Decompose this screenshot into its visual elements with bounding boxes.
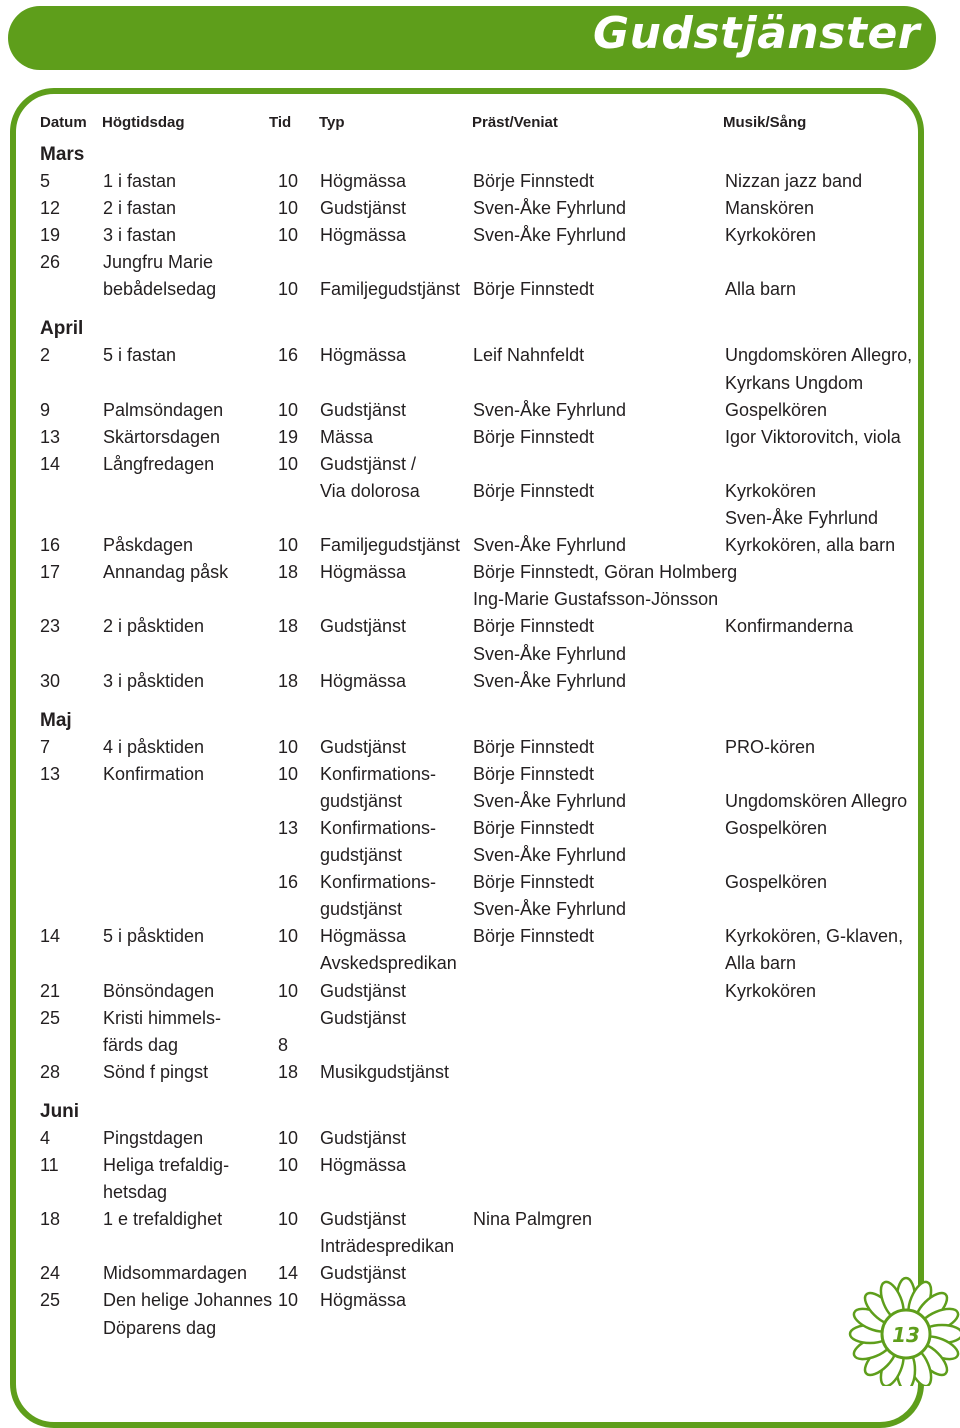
date-cell: 17 [40, 562, 61, 583]
type-cell: Avskedspredikan [320, 953, 457, 974]
priest-cell: Börje Finnstedt [473, 817, 595, 838]
daisy-flower-icon [838, 1262, 960, 1386]
holiday-cell: Annandag påsk [103, 562, 229, 583]
priest-cell: Sven-Åke Fyhrlund [473, 899, 627, 920]
date-cell: 16 [40, 535, 61, 556]
priest-cell: Nina Palmgren [473, 1209, 593, 1230]
music-cell: Ungdomskören Allegro, [725, 345, 913, 366]
holiday-cell: Bönsöndagen [103, 980, 215, 1001]
table-row [40, 1179, 920, 1206]
music-cell: Kyrkans Ungdom [725, 372, 864, 393]
time-cell: 10 [278, 279, 299, 300]
schedule-table [40, 141, 920, 1342]
time-cell: 10 [278, 763, 299, 784]
time-cell: 10 [278, 453, 299, 474]
time-cell: 16 [278, 872, 299, 893]
priest-cell: Sven-Åke Fyhrlund [473, 845, 627, 866]
music-cell: Manskören [725, 198, 815, 219]
priest-cell: Ing-Marie Gustafsson-Jönsson [473, 589, 719, 610]
date-cell: 14 [40, 453, 61, 474]
table-row [40, 1260, 920, 1287]
holiday-cell: färds dag [103, 1034, 179, 1055]
music-cell: Nizzan jazz band [725, 171, 863, 191]
header-prast: Präst/Veniat [472, 114, 558, 131]
table-row [40, 559, 920, 586]
type-cell: Högmässa [320, 1290, 407, 1311]
table-row [40, 761, 920, 788]
music-cell: PRO-kören [725, 736, 816, 757]
type-cell: Gudstjänst [320, 1127, 407, 1148]
time-cell: 10 [278, 1209, 299, 1230]
table-row [40, 168, 920, 195]
date-cell: 14 [40, 926, 61, 947]
table-row [40, 788, 920, 815]
date-cell: 2 [40, 345, 51, 366]
time-cell: 10 [278, 198, 299, 219]
month-heading: Mars [40, 144, 85, 165]
type-cell: Gudstjänst [320, 616, 407, 637]
table-row [40, 1125, 920, 1152]
table-row [40, 1059, 920, 1086]
holiday-cell: bebådelsedag [103, 279, 217, 300]
table-row [40, 342, 920, 369]
table-row [40, 1233, 920, 1260]
music-cell: Sven-Åke Fyhrlund [725, 508, 879, 529]
date-cell: 24 [40, 1263, 61, 1284]
date-cell: 19 [40, 225, 61, 246]
type-cell: Högmässa [320, 562, 407, 583]
table-row [40, 222, 920, 249]
type-cell: Konfirmations- [320, 763, 437, 784]
priest-cell: Börje Finnstedt [473, 426, 595, 447]
holiday-cell: 2 i påsktiden [103, 616, 205, 637]
time-cell: 18 [278, 670, 299, 691]
music-cell: Igor Viktorovitch, viola [725, 426, 901, 447]
table-row [40, 1206, 920, 1233]
priest-cell: Sven-Åke Fyhrlund [473, 535, 627, 556]
date-cell: 23 [40, 616, 61, 637]
holiday-cell: Heliga trefaldig- [103, 1155, 230, 1175]
time-cell: 10 [278, 980, 299, 1001]
priest-cell: Sven-Åke Fyhrlund [473, 399, 627, 420]
holiday-cell: Midsommardagen [103, 1263, 248, 1284]
type-cell: Högmässa [320, 225, 407, 246]
table-row [40, 1315, 920, 1342]
table-row [40, 1005, 920, 1032]
time-cell: 10 [278, 399, 299, 420]
table-row [40, 397, 920, 424]
month-heading: Juni [40, 1100, 80, 1122]
table-row [40, 532, 920, 559]
header-typ: Typ [319, 114, 345, 131]
type-cell: Högmässa [320, 926, 407, 947]
date-cell: 25 [40, 1290, 61, 1311]
music-cell: Alla barn [725, 279, 797, 300]
time-cell: 16 [278, 345, 299, 366]
holiday-cell: Palmsöndagen [103, 399, 224, 420]
date-cell: 18 [40, 1209, 61, 1230]
music-cell: Kyrkokören, G-klaven, [725, 926, 904, 947]
month-heading: April [40, 318, 84, 340]
priest-cell: Börje Finnstedt [473, 763, 595, 784]
date-cell: 26 [40, 252, 61, 273]
type-cell: Högmässa [320, 345, 407, 366]
date-cell: 9 [40, 399, 51, 420]
priest-cell: Sven-Åke Fyhrlund [473, 670, 627, 691]
time-cell: 10 [278, 1127, 299, 1148]
holiday-cell: 3 i fastan [103, 225, 177, 246]
date-cell: 5 [40, 171, 51, 191]
table-row [40, 923, 920, 950]
holiday-cell: Skärtorsdagen [103, 426, 221, 447]
month-heading: Maj [40, 709, 72, 731]
table-row [40, 978, 920, 1005]
date-cell: 4 [40, 1127, 51, 1148]
holiday-cell: Döparens dag [103, 1317, 217, 1338]
music-cell: Kyrkokören [725, 480, 817, 501]
type-cell: Inträdespredikan [320, 1236, 455, 1257]
date-cell: 12 [40, 198, 61, 219]
type-cell: gudstjänst [320, 899, 403, 920]
table-row [40, 842, 920, 869]
type-cell: Mässa [320, 426, 374, 447]
time-cell: 19 [278, 426, 299, 447]
table-row [40, 641, 920, 668]
holiday-cell: Kristi himmels- [103, 1007, 222, 1028]
priest-cell: Sven-Åke Fyhrlund [473, 225, 627, 246]
table-row [40, 1152, 920, 1179]
priest-cell: Börje Finnstedt [473, 736, 595, 757]
date-cell: 25 [40, 1007, 61, 1028]
table-row [40, 586, 920, 613]
priest-cell: Börje Finnstedt [473, 279, 595, 300]
type-cell: Gudstjänst [320, 1209, 407, 1230]
date-cell: 11 [40, 1155, 59, 1175]
time-cell: 10 [278, 1290, 299, 1311]
table-row [40, 276, 920, 303]
holiday-cell: 4 i påsktiden [103, 736, 205, 757]
priest-cell: Börje Finnstedt [473, 926, 595, 947]
type-cell: Familjegudstjänst [320, 535, 461, 556]
table-row [40, 1287, 920, 1314]
time-cell: 10 [278, 736, 299, 757]
time-cell: 10 [278, 1155, 299, 1175]
time-cell: 14 [278, 1263, 299, 1284]
holiday-cell: Konfirmation [103, 763, 205, 784]
table-row [40, 424, 920, 451]
type-cell: Gudstjänst [320, 980, 407, 1001]
time-cell: 13 [278, 817, 299, 838]
date-cell: 28 [40, 1061, 61, 1082]
type-cell: Konfirmations- [320, 817, 437, 838]
holiday-cell: Långfredagen [103, 453, 215, 474]
table-row [40, 451, 920, 478]
table-row [40, 734, 920, 761]
type-cell: Gudstjänst / [320, 453, 417, 474]
type-cell: gudstjänst [320, 845, 403, 866]
time-cell: 18 [278, 1061, 299, 1082]
table-row [40, 370, 920, 397]
music-cell: Kyrkokören, alla barn [725, 535, 896, 556]
music-cell: Alla barn [725, 953, 797, 974]
type-cell: Högmässa [320, 171, 407, 191]
table-row [40, 950, 920, 977]
priest-cell: Börje Finnstedt [473, 872, 595, 893]
table-row [40, 195, 920, 222]
priest-cell: Börje Finnstedt [473, 171, 595, 191]
time-cell: 10 [278, 926, 299, 947]
music-cell: Konfirmanderna [725, 616, 854, 637]
table-row [40, 613, 920, 640]
priest-cell: Börje Finnstedt, Göran Holmberg [473, 562, 738, 583]
priest-cell: Sven-Åke Fyhrlund [473, 790, 627, 811]
table-row [40, 505, 920, 532]
time-cell: 18 [278, 616, 299, 637]
type-cell: Konfirmations- [320, 872, 437, 893]
holiday-cell: 2 i fastan [103, 198, 177, 219]
date-cell: 13 [40, 426, 61, 447]
table-row [40, 1032, 920, 1059]
type-cell: Via dolorosa [320, 480, 420, 501]
holiday-cell: 5 i påsktiden [103, 926, 205, 947]
table-row [40, 896, 920, 923]
header-tid: Tid [269, 114, 292, 131]
priest-cell: Sven-Åke Fyhrlund [473, 198, 627, 219]
table-row [40, 478, 920, 505]
table-row [40, 869, 920, 896]
music-cell: Gospelkören [725, 872, 828, 893]
holiday-cell: hetsdag [103, 1182, 168, 1203]
type-cell: Högmässa [320, 670, 407, 691]
date-cell: 7 [40, 736, 51, 757]
priest-cell: Leif Nahnfeldt [473, 345, 585, 366]
time-cell: 10 [278, 535, 299, 556]
time-cell: 10 [278, 171, 299, 191]
header-datum: Datum [40, 114, 87, 131]
priest-cell: Börje Finnstedt [473, 480, 595, 501]
holiday-cell: Den helige Johannes [103, 1290, 273, 1311]
type-cell: Familjegudstjänst [320, 279, 461, 300]
date-cell: 13 [40, 763, 61, 784]
type-cell: Musikgudstjänst [320, 1061, 450, 1082]
music-cell: Gospelkören [725, 817, 828, 838]
type-cell: Gudstjänst [320, 399, 407, 420]
type-cell: Gudstjänst [320, 1263, 407, 1284]
music-cell: Ungdomskören Allegro [725, 790, 908, 811]
holiday-cell: 3 i påsktiden [103, 670, 205, 691]
holiday-cell: Pingstdagen [103, 1127, 204, 1148]
date-cell: 21 [40, 980, 61, 1001]
music-cell: Gospelkören [725, 399, 828, 420]
holiday-cell: 5 i fastan [103, 345, 177, 366]
holiday-cell: Påskdagen [103, 535, 194, 556]
type-cell: Högmässa [320, 1155, 407, 1175]
type-cell: gudstjänst [320, 790, 403, 811]
table-row [40, 815, 920, 842]
page-title: Gudstjänster [592, 8, 920, 59]
holiday-cell: 1 i fastan [103, 171, 177, 191]
page-number: 13 [892, 1323, 920, 1347]
holiday-cell: Jungfru Marie [103, 252, 214, 273]
header-musik: Musik/Sång [723, 114, 807, 131]
music-cell: Kyrkokören [725, 225, 817, 246]
table-row [40, 249, 920, 276]
holiday-cell: Sönd f pingst [103, 1061, 209, 1082]
music-cell: Kyrkokören [725, 980, 817, 1001]
priest-cell: Sven-Åke Fyhrlund [473, 643, 627, 664]
type-cell: Gudstjänst [320, 736, 407, 757]
priest-cell: Börje Finnstedt [473, 616, 595, 637]
time-cell: 18 [278, 562, 299, 583]
time-cell: 8 [278, 1034, 289, 1055]
header-hogtidsdag: Högtidsdag [102, 114, 185, 131]
holiday-cell: 1 e trefaldighet [103, 1209, 223, 1230]
type-cell: Gudstjänst [320, 1007, 407, 1028]
date-cell: 30 [40, 670, 61, 691]
time-cell: 10 [278, 225, 299, 246]
table-row [40, 668, 920, 695]
type-cell: Gudstjänst [320, 198, 407, 219]
